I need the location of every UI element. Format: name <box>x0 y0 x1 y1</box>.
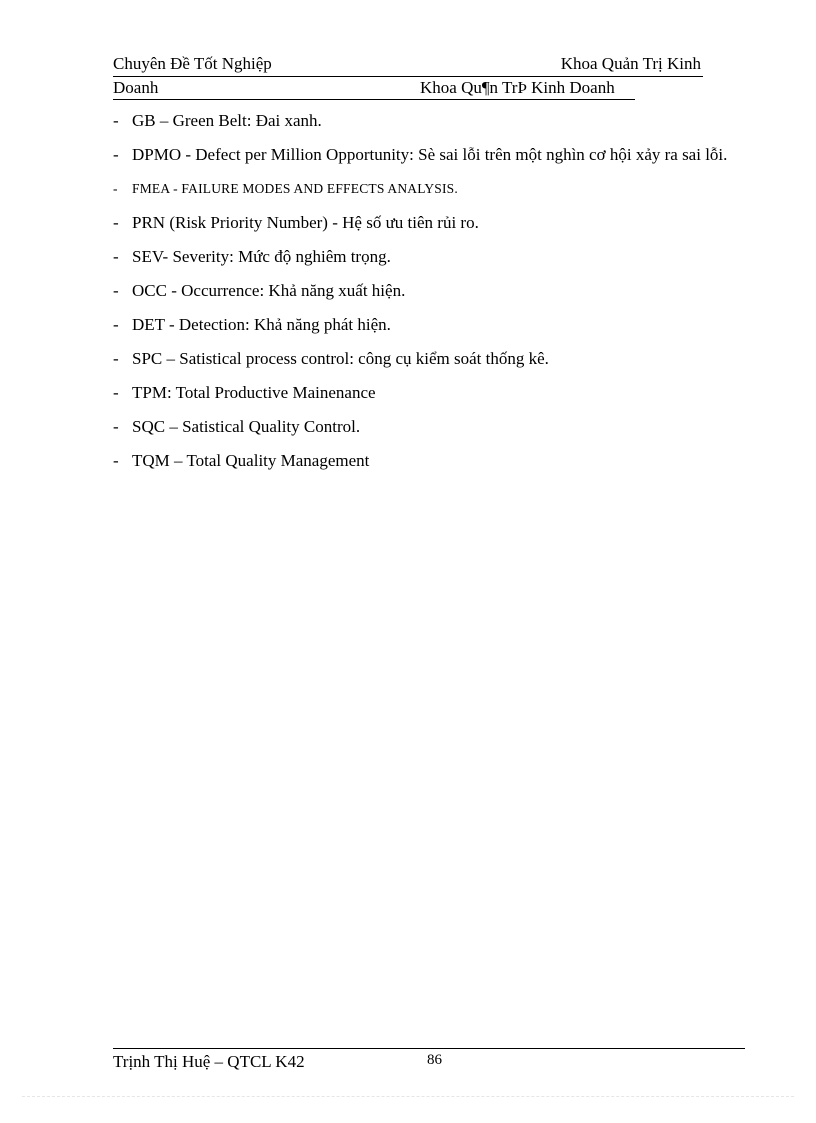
list-item <box>113 206 743 240</box>
list-item <box>113 104 743 138</box>
list-item <box>113 138 743 172</box>
list-bullet: - <box>113 315 119 334</box>
list-bullet: - <box>113 247 119 266</box>
list-item <box>113 410 743 444</box>
list-item-text: PRN (Risk Priority Number) - Hệ số ưu tiên rủi ro. <box>132 213 479 232</box>
list-bullet: - <box>113 145 119 164</box>
list-bullet: - <box>113 383 119 402</box>
list-bullet: - <box>113 111 119 130</box>
header-title: Chuyên Đề Tốt Nghiệp <box>113 54 272 73</box>
list-item <box>113 240 743 274</box>
list-item-text: SQC – Satistical Quality Control. <box>132 417 361 436</box>
list-item-text: SPC – Satistical process control: công cụ kiểm soát thống kê. <box>132 349 549 368</box>
header-department-garbled: Khoa Qu¶n TrÞ Kinh Doanh <box>420 78 615 97</box>
list-item-text: DET - Detection: Khả năng phát hiện. <box>132 315 391 334</box>
list-item <box>113 308 743 342</box>
list-item-text: FMEA - FAILURE MODES AND EFFECTS ANALYSIS. <box>132 181 458 196</box>
list-item-text: SEV- Severity: Mức độ nghiêm trọng. <box>132 247 391 266</box>
list-item <box>113 376 743 410</box>
list-item <box>113 172 743 206</box>
list-item-text: OCC - Occurrence: Khả năng xuất hiện. <box>132 281 406 300</box>
page-number: 86 <box>427 1052 442 1068</box>
list-item-text: TQM – Total Quality Management <box>132 451 370 470</box>
list-bullet: - <box>113 451 119 470</box>
list-bullet: - <box>113 417 119 436</box>
header-department-continued: Doanh <box>113 78 159 97</box>
abbreviation-list <box>113 104 743 478</box>
header-line-2 <box>113 77 635 100</box>
list-item <box>113 274 743 308</box>
list-item <box>113 342 743 376</box>
list-item <box>113 444 743 478</box>
header-department: Khoa Quản Trị Kinh <box>560 54 701 73</box>
page-header <box>113 54 703 100</box>
list-bullet: - <box>113 349 119 368</box>
list-item-text: TPM: Total Productive Mainenance <box>132 383 376 402</box>
list-item-text: GB – Green Belt: Đai xanh. <box>132 111 322 130</box>
page-footer <box>113 1048 745 1071</box>
page-bottom-divider <box>22 1096 794 1097</box>
header-line-1 <box>113 54 703 77</box>
list-bullet: - <box>113 213 119 232</box>
footer-author: Trịnh Thị Huệ – QTCL K42 <box>113 1052 305 1071</box>
list-item-text: DPMO - Defect per Million Opportunity: Sè sai lỗi trên một nghìn cơ hội xảy ra sai lỗi. <box>132 145 728 164</box>
list-bullet: - <box>113 181 118 196</box>
list-bullet: - <box>113 281 119 300</box>
